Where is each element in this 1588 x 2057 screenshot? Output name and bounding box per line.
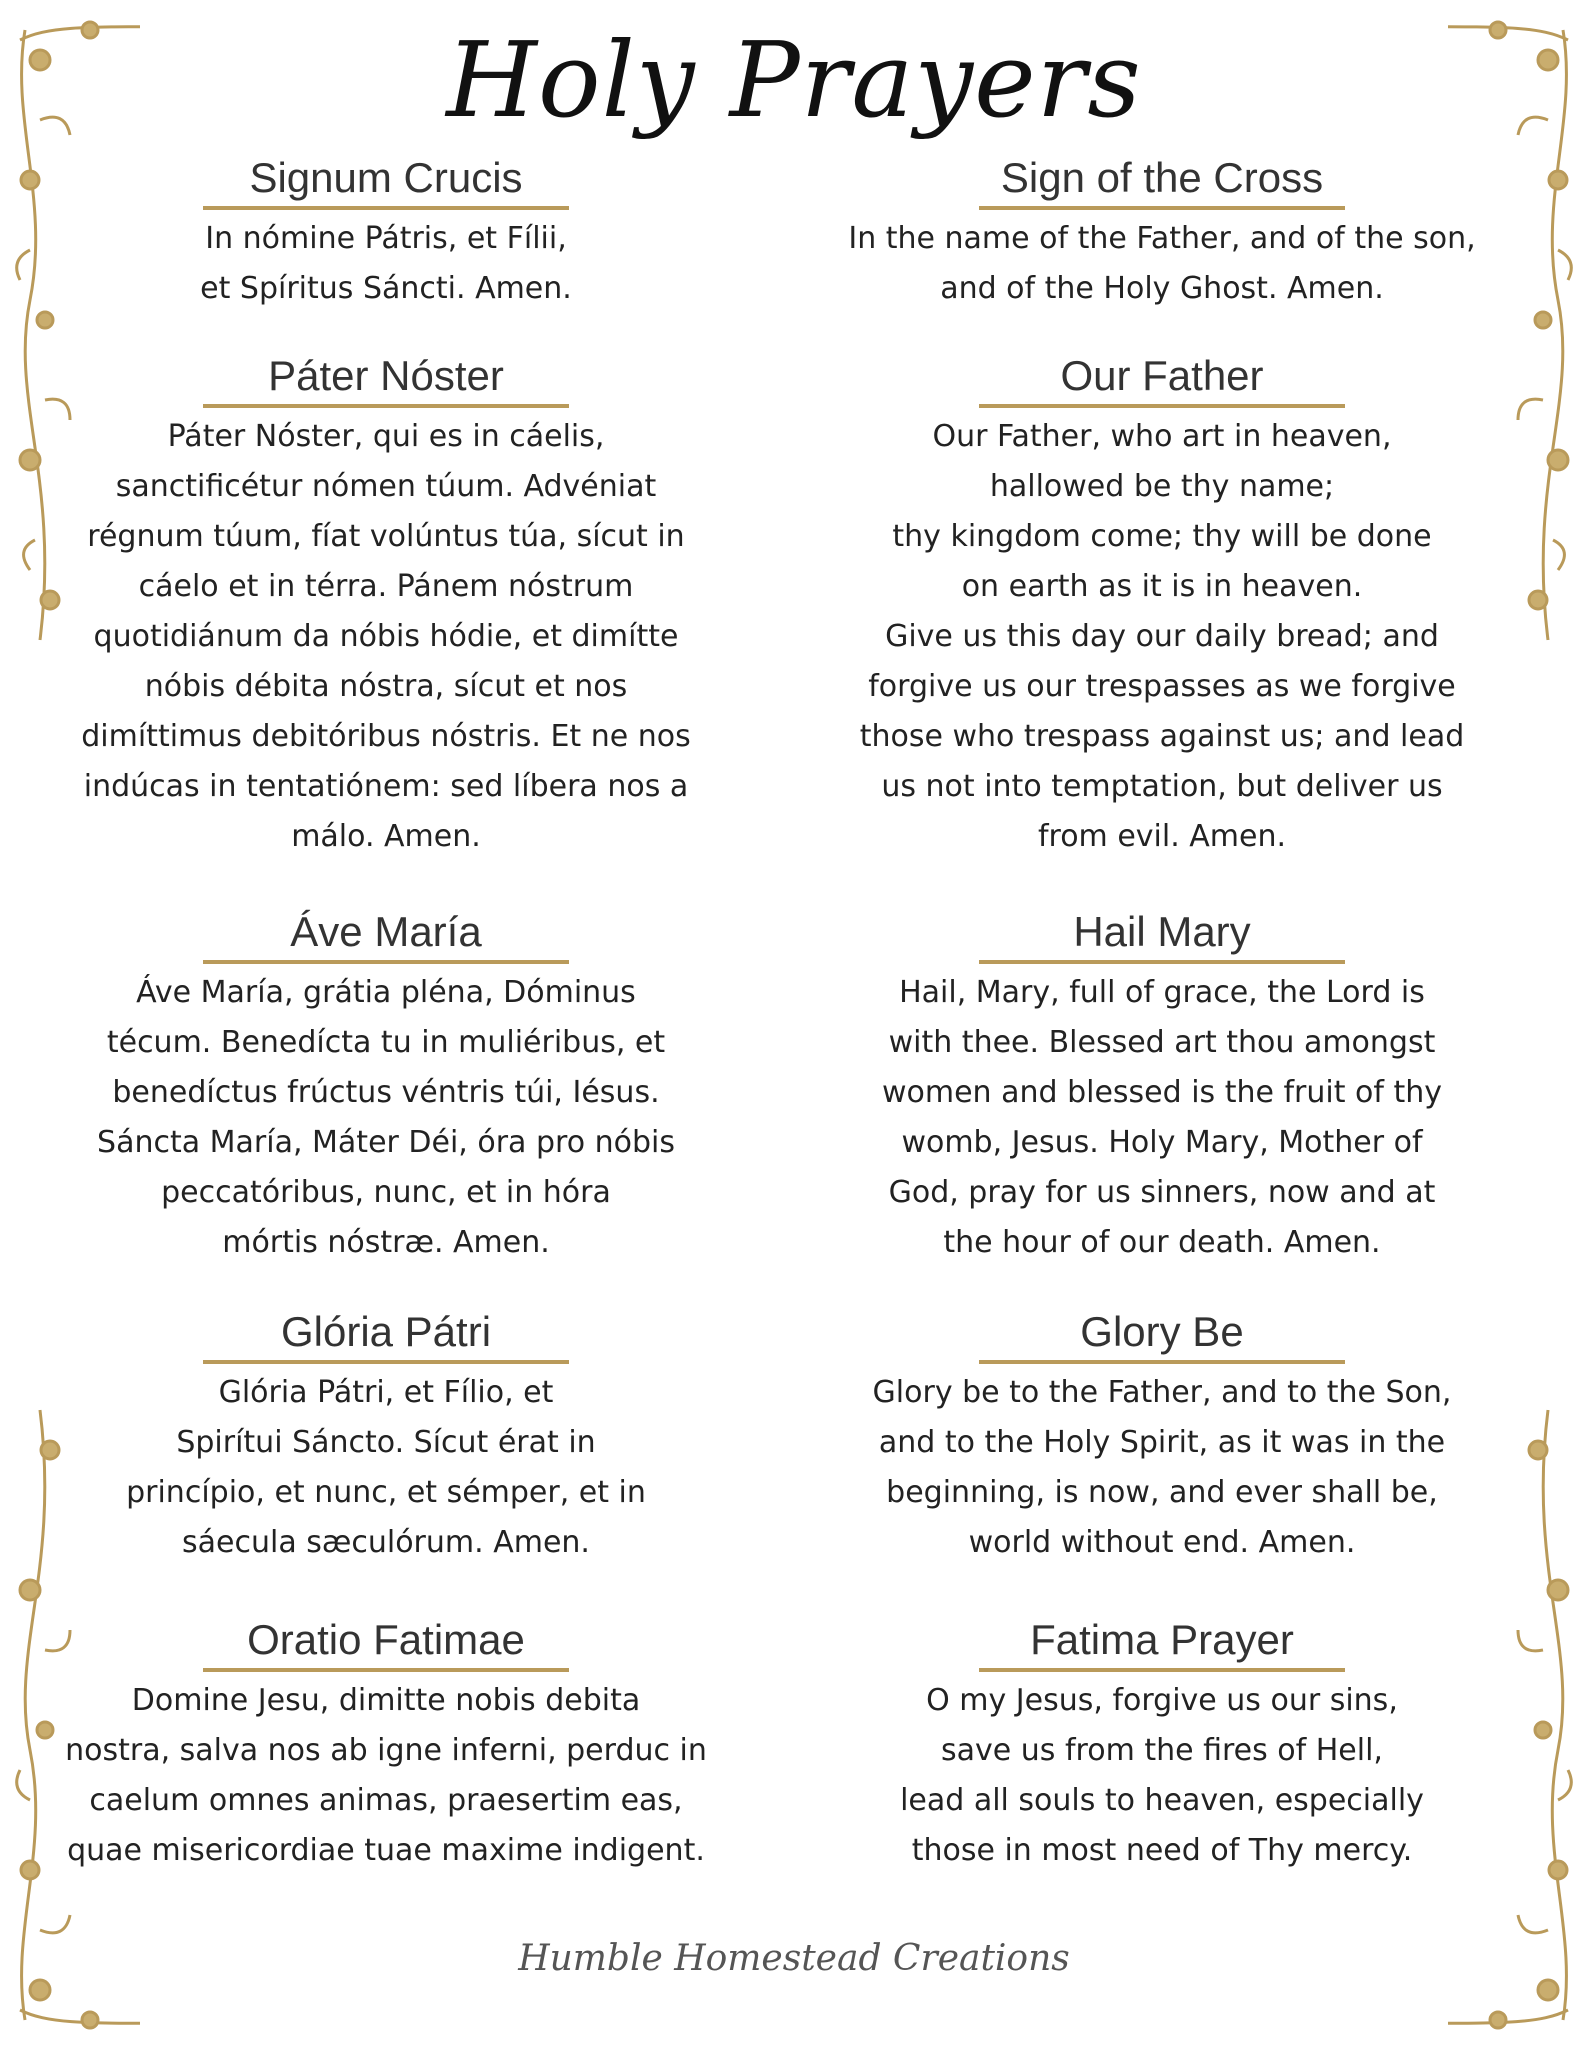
prayer-line: quotidiánum da nóbis hódie, et dimítte bbox=[93, 619, 679, 654]
prayer-heading: Hail Mary bbox=[979, 906, 1345, 964]
prayer-line: with thee. Blessed art thou amongst bbox=[888, 1025, 1436, 1060]
prayer-heading: Oratio Fatimae bbox=[203, 1614, 569, 1672]
prayer-line: women and blessed is the fruit of thy bbox=[881, 1075, 1443, 1110]
prayer-line: forgive us our trespasses as we forgive bbox=[868, 669, 1456, 704]
prayer-text bbox=[812, 214, 1512, 314]
prayer-heading: Our Father bbox=[979, 350, 1345, 408]
prayer-line: dimíttimus debitóribus nóstris. Et ne nos bbox=[81, 719, 691, 754]
creator-signature: Humble Homestead Creations bbox=[518, 1938, 1070, 1979]
prayer-ave-maria bbox=[36, 906, 736, 1268]
prayer-line: técum. Benedícta tu in muliéribus, et bbox=[106, 1025, 666, 1060]
prayer-line: those who trespass against us; and lead bbox=[859, 719, 1465, 754]
prayer-line: Our Father, who art in heaven, bbox=[932, 419, 1392, 454]
prayer-heading: Glory Be bbox=[979, 1306, 1345, 1364]
prayer-heading: Fatima Prayer bbox=[979, 1614, 1345, 1672]
prayer-line: Glory be to the Father, and to the Son, bbox=[872, 1375, 1452, 1410]
prayer-line: In nómine Pátris, et Fílii, bbox=[205, 221, 567, 256]
prayer-line: benedíctus frúctus véntris túi, Iésus. bbox=[112, 1075, 660, 1110]
prayer-line: sáecula sæculórum. Amen. bbox=[182, 1525, 590, 1560]
prayer-line: régnum túum, fíat volúntus túa, sícut in bbox=[87, 519, 685, 554]
prayer-line: Páter Nóster, qui es in cáelis, bbox=[167, 419, 605, 454]
prayer-sign-of-the-cross bbox=[812, 152, 1512, 314]
prayer-line: hallowed be thy name; bbox=[989, 469, 1335, 504]
prayer-text bbox=[812, 968, 1512, 1268]
prayer-line: mórtis nóstræ. Amen. bbox=[222, 1225, 550, 1260]
prayer-glory-be bbox=[812, 1306, 1512, 1568]
prayer-heading: Páter Nóster bbox=[203, 350, 569, 408]
prayer-line: Glória Pátri, et Fílio, et bbox=[218, 1375, 554, 1410]
prayer-heading: Áve María bbox=[203, 906, 569, 964]
prayer-line: Áve María, grátia pléna, Dóminus bbox=[136, 975, 636, 1010]
prayer-line: sanctificétur nómen túum. Advéniat bbox=[115, 469, 657, 504]
prayer-text bbox=[36, 412, 736, 862]
prayer-line: indúcas in tentatiónem: sed líbera nos a bbox=[83, 769, 689, 804]
prayer-text bbox=[36, 968, 736, 1268]
prayer-line: us not into temptation, but deliver us bbox=[881, 769, 1443, 804]
prayer-line: Hail, Mary, full of grace, the Lord is bbox=[899, 975, 1425, 1010]
prayer-line: Give us this day our daily bread; and bbox=[885, 619, 1439, 654]
prayer-heading: Sign of the Cross bbox=[979, 152, 1345, 210]
prayer-line: Sáncta María, Máter Déi, óra pro nóbis bbox=[97, 1125, 675, 1160]
prayer-line: God, pray for us sinners, now and at bbox=[888, 1175, 1436, 1210]
prayer-line: world without end. Amen. bbox=[968, 1525, 1356, 1560]
page-title: Holy Prayers bbox=[446, 19, 1142, 141]
prayer-text bbox=[36, 1368, 736, 1568]
prayer-line: thy kingdom come; thy will be done bbox=[892, 519, 1432, 554]
prayer-line: from evil. Amen. bbox=[1037, 819, 1287, 854]
prayer-heading: Glória Pátri bbox=[203, 1306, 569, 1364]
prayer-line: O my Jesus, forgive us our sins, bbox=[926, 1683, 1398, 1718]
prayer-line: quae misericordiae tuae maxime indigent. bbox=[67, 1833, 705, 1868]
prayer-line: Domine Jesu, dimitte nobis debita bbox=[131, 1683, 641, 1718]
prayer-hail-mary bbox=[812, 906, 1512, 1268]
prayer-line: nostra, salva nos ab igne inferni, perduc in bbox=[65, 1733, 707, 1768]
prayer-our-father bbox=[812, 350, 1512, 862]
prayer-line: Spirítui Sáncto. Sícut érat in bbox=[176, 1425, 596, 1460]
prayer-line: and to the Holy Spirit, as it was in the bbox=[878, 1425, 1446, 1460]
prayer-line: on earth as it is in heaven. bbox=[961, 569, 1363, 604]
prayer-line: lead all souls to heaven, especially bbox=[900, 1783, 1424, 1818]
prayer-oratio-fatimae bbox=[36, 1614, 736, 1876]
prayer-line: In the name of the Father, and of the son, bbox=[848, 221, 1476, 256]
prayer-line: save us from the fires of Hell, bbox=[941, 1733, 1383, 1768]
prayer-fatima-prayer bbox=[812, 1614, 1512, 1876]
prayer-line: peccatóribus, nunc, et in hóra bbox=[161, 1175, 611, 1210]
prayer-text bbox=[812, 1676, 1512, 1876]
prayer-line: the hour of our death. Amen. bbox=[943, 1225, 1381, 1260]
prayer-pater-noster bbox=[36, 350, 736, 862]
prayer-line: beginning, is now, and ever shall be, bbox=[886, 1475, 1438, 1510]
prayer-line: cáelo et in térra. Pánem nóstrum bbox=[138, 569, 634, 604]
prayer-line: málo. Amen. bbox=[291, 819, 481, 854]
prayer-text bbox=[36, 214, 736, 314]
prayer-text bbox=[812, 1368, 1512, 1568]
prayer-text bbox=[812, 412, 1512, 862]
prayer-heading: Signum Crucis bbox=[203, 152, 569, 210]
prayer-line: et Spíritus Sáncti. Amen. bbox=[200, 271, 572, 306]
prayer-line: princípio, et nunc, et sémper, et in bbox=[126, 1475, 646, 1510]
prayer-line: womb, Jesus. Holy Mary, Mother of bbox=[901, 1125, 1423, 1160]
prayer-line: caelum omnes animas, praesertim eas, bbox=[89, 1783, 683, 1818]
prayer-gloria-patri bbox=[36, 1306, 736, 1568]
prayer-line: and of the Holy Ghost. Amen. bbox=[940, 271, 1384, 306]
prayer-line: nóbis débita nóstra, sícut et nos bbox=[144, 669, 628, 704]
prayer-text bbox=[36, 1676, 736, 1876]
prayer-signum-crucis bbox=[36, 152, 736, 314]
prayer-line: those in most need of Thy mercy. bbox=[911, 1833, 1413, 1868]
